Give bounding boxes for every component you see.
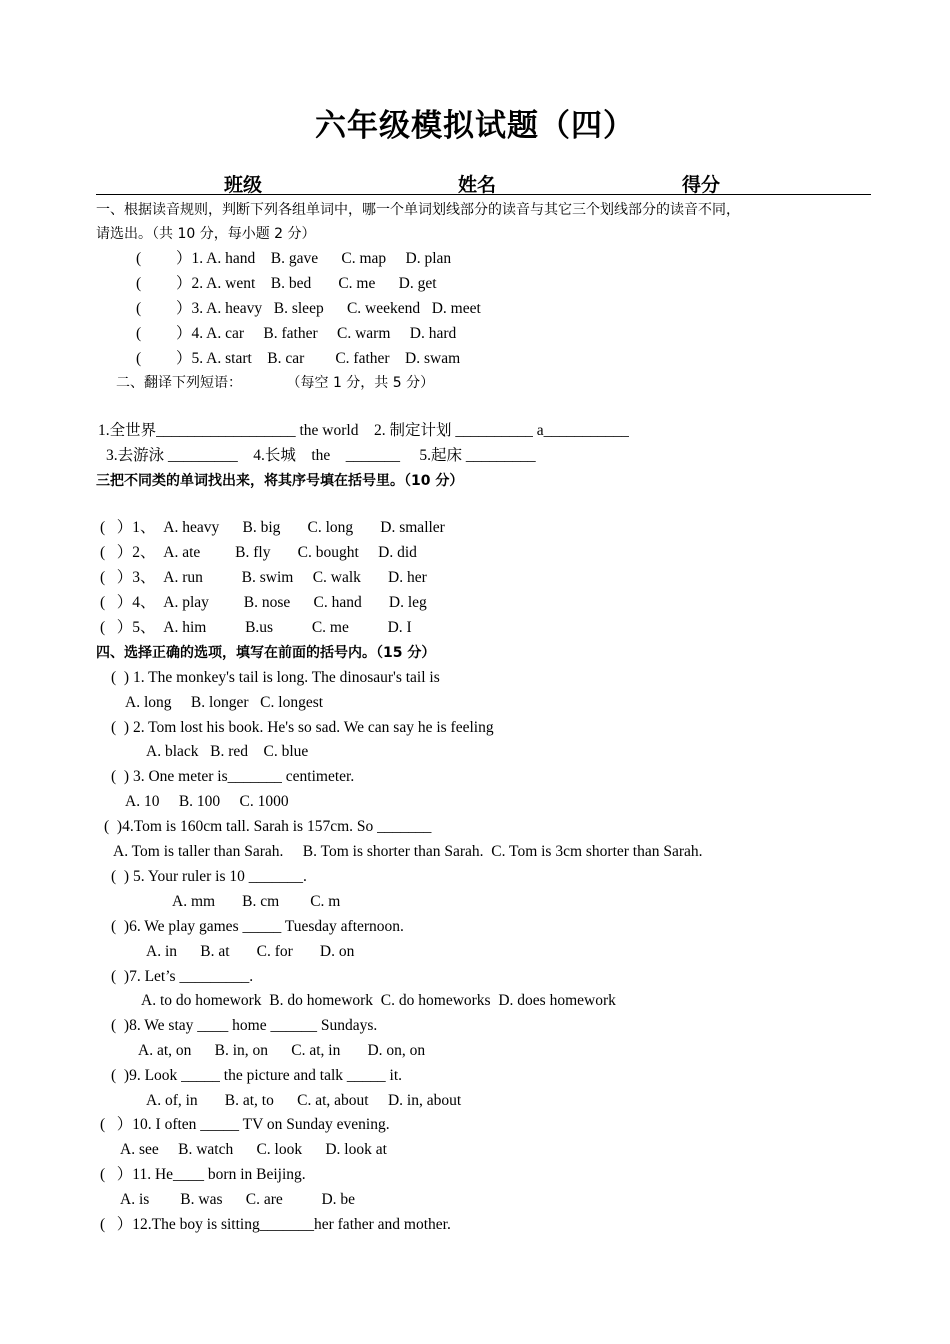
section2-line: 3.去游泳 _________ 4.长城 the _______ 5.起床 _________ — [106, 447, 536, 464]
section3-item: ( ）2、 A. ate B. fly C. bought D. did — [100, 544, 417, 561]
question-line: ( ) 5. Your ruler is 10 _______. — [111, 868, 307, 885]
options-line: A. Tom is taller than Sarah. B. Tom is shorter than Sarah. C. Tom is 3cm shorter than Sarah. — [113, 843, 703, 860]
question-line: ( )4.Tom is 160cm tall. Sarah is 157cm. So _______ — [104, 818, 432, 835]
question-line: ( ) 2. Tom lost his book. He's so sad. We can say he is feeling — [111, 719, 494, 736]
class-label: 班级 — [224, 174, 263, 196]
section3-item: ( ）3、 A. run B. swim C. walk D. her — [100, 569, 427, 586]
section3-item: ( ）5、 A. him B.us C. me D. I — [100, 619, 412, 636]
options-line: A. in B. at C. for D. on — [146, 943, 355, 960]
section3-item: ( ）4、 A. play B. nose C. hand D. leg — [100, 594, 427, 611]
options-line: A. black B. red C. blue — [146, 743, 309, 760]
options-line: A. at, on B. in, on C. at, in D. on, on — [138, 1042, 426, 1059]
score-label: 得分 — [682, 174, 721, 196]
section2-line: 1.全世界__________________ the world 2. 制定计划 __________ a___________ — [98, 422, 629, 439]
section1-item: ( ）3. A. heavy B. sleep C. weekend D. meet — [136, 300, 481, 317]
question-line: ( )6. We play games _____ Tuesday afternoon. — [111, 918, 404, 935]
options-line: A. of, in B. at, to C. at, about D. in, about — [146, 1092, 462, 1109]
section1-heading-cont: 请选出。（共 10 分，每小题 2 分） — [96, 226, 316, 242]
section4-heading: 四、选择正确的选项，填写在前面的括号内。（15 分） — [96, 645, 436, 661]
page-title: 六年级模拟试题（四） — [315, 108, 635, 144]
options-line: A. see B. watch C. look D. look at — [120, 1141, 387, 1158]
name-label: 姓名 — [458, 174, 497, 196]
question-line: ( )9. Look _____ the picture and talk _____ it. — [111, 1067, 402, 1084]
section1-item: ( ）1. A. hand B. gave C. map D. plan — [136, 250, 452, 267]
options-line: A. is B. was C. are D. be — [120, 1191, 356, 1208]
section3-heading: 三把不同类的单词找出来，将其序号填在括号里。（10 分） — [96, 473, 464, 489]
section1-heading: 一、根据读音规则，判断下列各组单词中，哪一个单词划线部分的读音与其它三个划线部分的读音不同， — [96, 202, 740, 218]
options-line: A. mm B. cm C. m — [172, 893, 341, 910]
question-line: ( )8. We stay ____ home ______ Sundays. — [111, 1017, 378, 1034]
options-line: A. 10 B. 100 C. 1000 — [125, 793, 289, 810]
question-line: ( )7. Let’s _________. — [111, 968, 254, 985]
options-line: A. long B. longer C. longest — [125, 694, 324, 711]
question-line: ( ）11. He____ born in Beijing. — [100, 1166, 306, 1183]
options-line: A. to do homework B. do homework C. do homeworks D. does homework — [141, 992, 616, 1009]
section1-item: ( ）2. A. went B. bed C. me D. get — [136, 275, 437, 292]
section2-heading: 二、翻译下列短语： （每空 1 分，共 5 分） — [116, 375, 435, 391]
section1-item: ( ）4. A. car B. father C. warm D. hard — [136, 325, 457, 342]
question-line: ( ）12.The boy is sitting_______her father and mother. — [100, 1216, 451, 1233]
section1-item: ( ）5. A. start B. car C. father D. swam — [136, 350, 461, 367]
question-line: ( ) 1. The monkey's tail is long. The dinosaur's tail is — [111, 669, 440, 686]
section3-item: ( ）1、 A. heavy B. big C. long D. smaller — [100, 519, 445, 536]
question-line: ( ) 3. One meter is_______ centimeter. — [111, 768, 355, 785]
student-info-row — [96, 170, 871, 195]
question-line: ( ）10. I often _____ TV on Sunday evening. — [100, 1116, 390, 1133]
